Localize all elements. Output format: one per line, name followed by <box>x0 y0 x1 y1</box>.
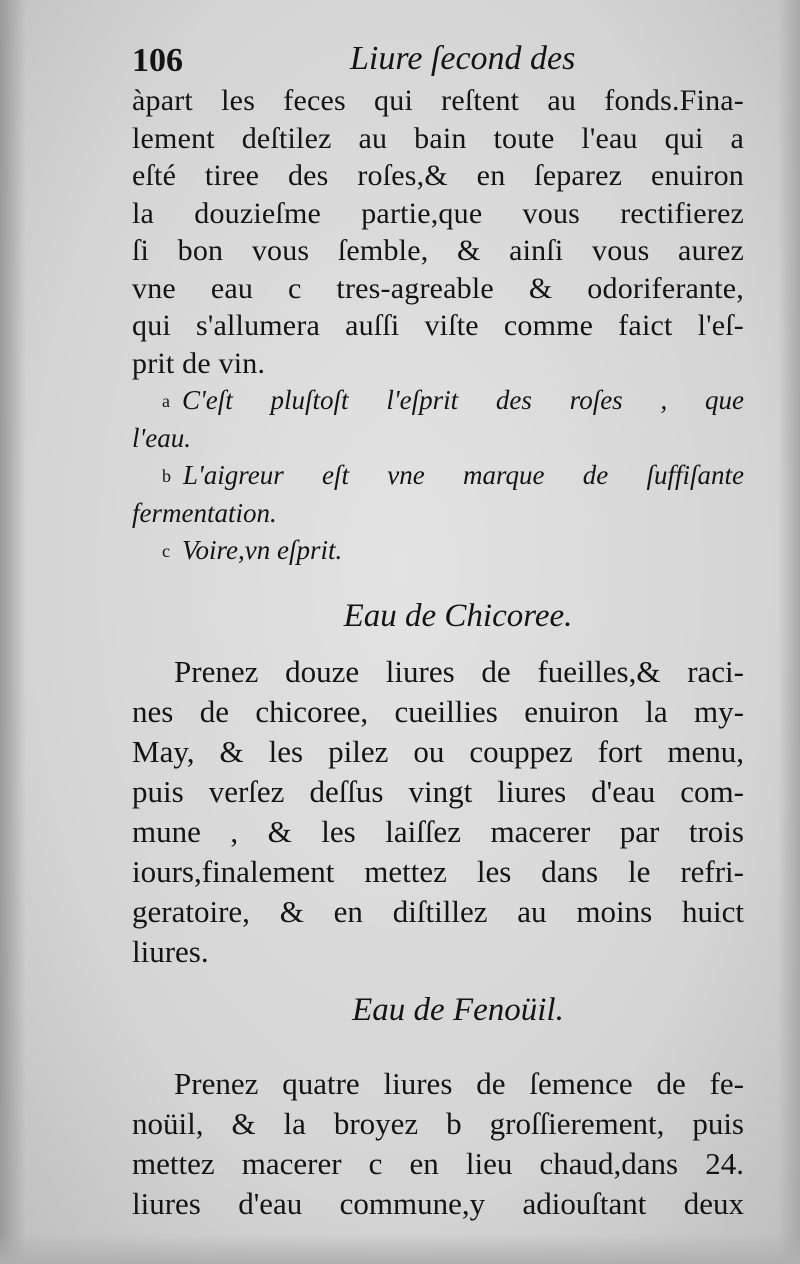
note-a-line <box>132 382 744 420</box>
note-marker: b <box>162 466 171 486</box>
text-line: nes de chicoree, cueillies enuiron la my- <box>132 693 744 729</box>
text-line: iours,finalement mettez les dans le refri- <box>132 853 744 889</box>
page-shadow-right <box>778 0 800 1264</box>
note-b-line: fermentation. <box>132 497 277 528</box>
text-line: mune , & les laiſſez macerer par trois <box>132 813 744 849</box>
page-header <box>132 40 742 86</box>
note-b-line <box>132 457 744 495</box>
page-shadow-left <box>0 0 26 1264</box>
section-title-chicoree: Eau de Chicoree. <box>343 597 573 634</box>
text-line: ſi bon vous ſemble, & ainſi vous aurez <box>132 234 744 267</box>
text-line: liures d'eau commune,y adiouſtant deux <box>132 1185 744 1221</box>
page-number: 106 <box>132 42 183 79</box>
text-line: àpart les feces qui reſtent au fonds.Fina- <box>132 84 744 117</box>
paragraph-chicoree <box>132 652 744 972</box>
page-shadow-bottom <box>0 1234 800 1264</box>
note-text: L'aigreur eſt vne marque de ſuffiſante <box>183 460 744 490</box>
text-line: noüil, & la broyez b groſſierement, puis <box>132 1105 744 1141</box>
text-line: geratoire, & en diſtillez au moins huict <box>132 893 744 929</box>
text-line: eſté tiree des roſes,& en ſeparez enuiron <box>132 159 744 192</box>
text-block <box>132 82 744 1224</box>
text-line: May, & les pilez ou couppez fort menu, <box>132 733 744 769</box>
note-text: Voire,vn eſprit. <box>182 535 343 565</box>
text-line: lement deſtilez au bain toute l'eau qui a <box>132 121 744 155</box>
text-line: Prenez quatre liures de ſemence de fe- <box>174 1065 744 1101</box>
text-line: puis verſez deſſus vingt liures d'eau com- <box>132 773 744 809</box>
note-c-line <box>132 532 744 570</box>
text-line: liures. <box>132 933 209 969</box>
note-text: C'eſt pluſtoſt l'eſprit des roſes , que <box>182 385 744 415</box>
annotation-notes <box>132 382 744 570</box>
note-marker: c <box>162 541 170 561</box>
section-title-fenouil: Eau de Fenoüil. <box>352 991 564 1028</box>
paragraph-fenouil <box>132 1064 744 1224</box>
text-line: la douzieſme partie,que vous rectifierez <box>132 196 744 230</box>
text-line: prit de vin. <box>132 346 266 380</box>
running-head: Liure ſecond des <box>350 40 576 77</box>
text-line: Prenez douze liures de fueilles,& raci- <box>174 653 744 689</box>
note-a-line: l'eau. <box>132 422 192 453</box>
text-line: qui s'allumera auſſi viſte comme faict l'eſ- <box>132 309 744 342</box>
text-line: mettez macerer c en lieu chaud,dans 24. <box>132 1145 744 1181</box>
paragraph-top <box>132 82 744 382</box>
text-line: vne eau c tres-agreable & odoriferante, <box>132 271 744 305</box>
note-marker: a <box>162 391 170 411</box>
